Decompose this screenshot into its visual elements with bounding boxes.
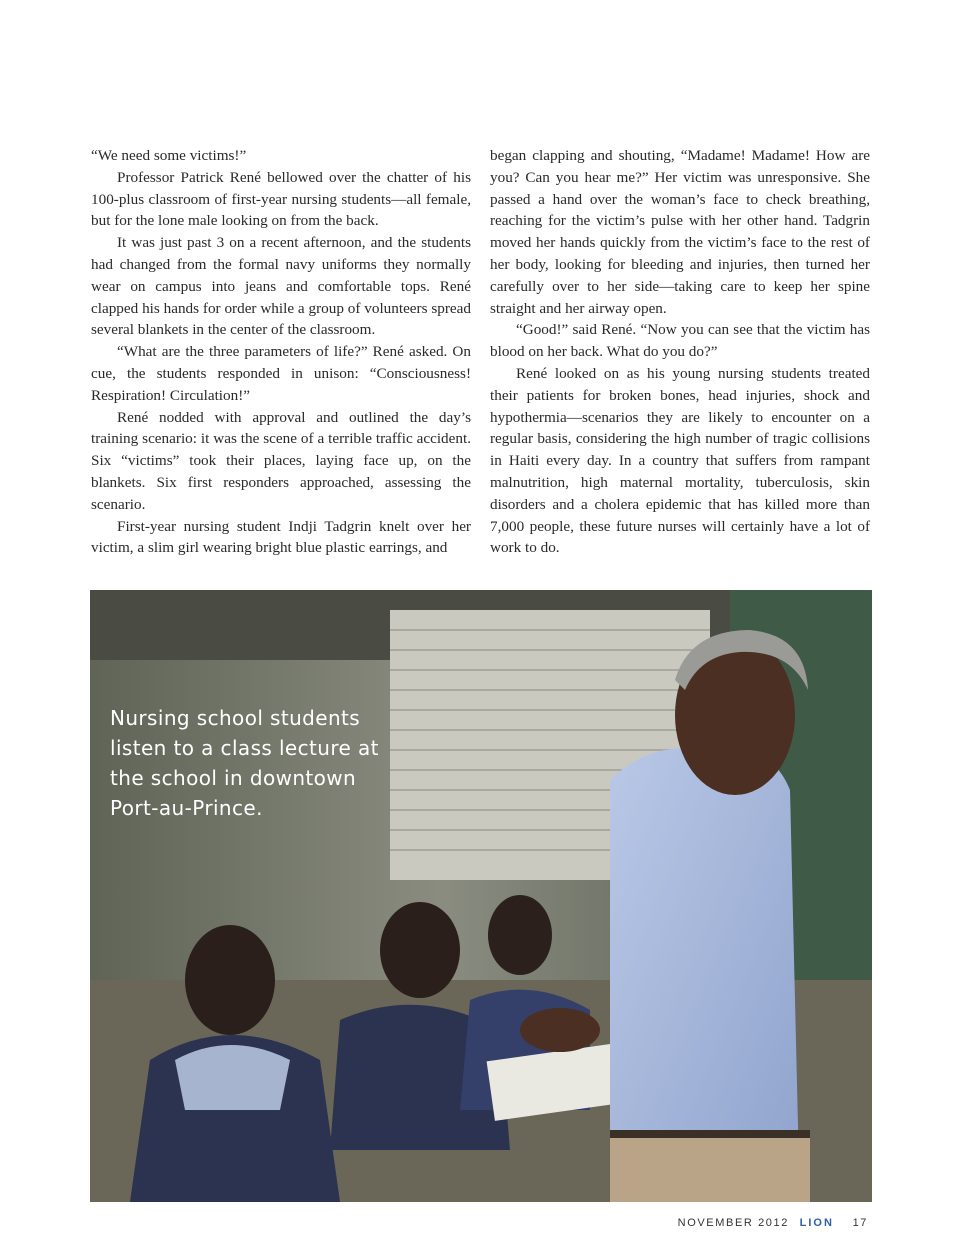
article-paragraph: René nodded with approval and outlined the day’s training scenario: it was the scene of a terrible traffic accident. Six “victims” took their places, laying face up, on the blankets. Six first responders approached, assessing the scenario. — [91, 408, 471, 513]
article-paragraph: Professor Patrick René bellowed over the chatter of his 100-plus classroom of first-year nursing students—all female, but for the lone male looking on from the back. — [91, 168, 471, 230]
article-paragraph: First-year nursing student Indji Tadgrin knelt over her victim, a slim girl wearing bright blue plastic earrings, and — [91, 517, 471, 557]
article-column-left — [91, 145, 471, 559]
classroom-photo-illustration — [90, 590, 872, 1202]
article-paragraph: René looked on as his young nursing students treated their patients for broken bones, head injuries, shock and hypothermia—scenarios they are likely to encounter on a regular basis, considering the high number of tragic collisions in Haiti every day. In a country that suffers from rampant malnutrition, high maternal mortality, tuberculosis, skin disorders and a cholera epidemic that has killed more than 7,000 people, these future nurses will certainly have a lot of work to do. — [490, 364, 870, 557]
photo-caption — [110, 703, 400, 823]
article-paragraph: “What are the three parameters of life?” René asked. On cue, the students responded in unison: “Consciousness! Respiration! Circulation!” — [91, 343, 471, 404]
caption-line: the school in downtown — [110, 766, 357, 790]
article-column-right — [490, 145, 870, 559]
footer-page-number: 17 — [852, 1217, 868, 1229]
classroom-photo — [90, 590, 872, 1202]
caption-line: Port-au-Prince. — [110, 796, 263, 820]
footer-date: NOVEMBER 2012 — [677, 1217, 789, 1229]
footer-magazine-name: LION — [799, 1217, 834, 1229]
caption-line: Nursing school students — [110, 706, 361, 730]
article-paragraph: “Good!” said René. “Now you can see that the victim has blood on her back. What do you do?” — [490, 321, 870, 361]
article-paragraph: “We need some victims!” — [91, 147, 247, 164]
page-footer — [678, 1217, 868, 1229]
article-paragraph: began clapping and shouting, “Madame! Madame! How are you? Can you hear me?” Her victim was unresponsive. She passed a hand over the woman’s face to check breathing, reaching for the victim’s pulse with her other hand. Tadgrin moved her hands quickly from the victim’s face to the rest of her body, looking for bleeding and injuries, then turned her carefully over to her side—taking care to keep her spine straight and her airway open. — [490, 147, 870, 317]
article-paragraph: It was just past 3 on a recent afternoon, and the students had changed from the formal navy uniforms they normally wear on campus into jeans and comfortable tops. René clapped his hands for order while a group of volunteers spread several blankets in the center of the classroom. — [91, 234, 471, 339]
caption-line: listen to a class lecture at — [110, 736, 379, 760]
